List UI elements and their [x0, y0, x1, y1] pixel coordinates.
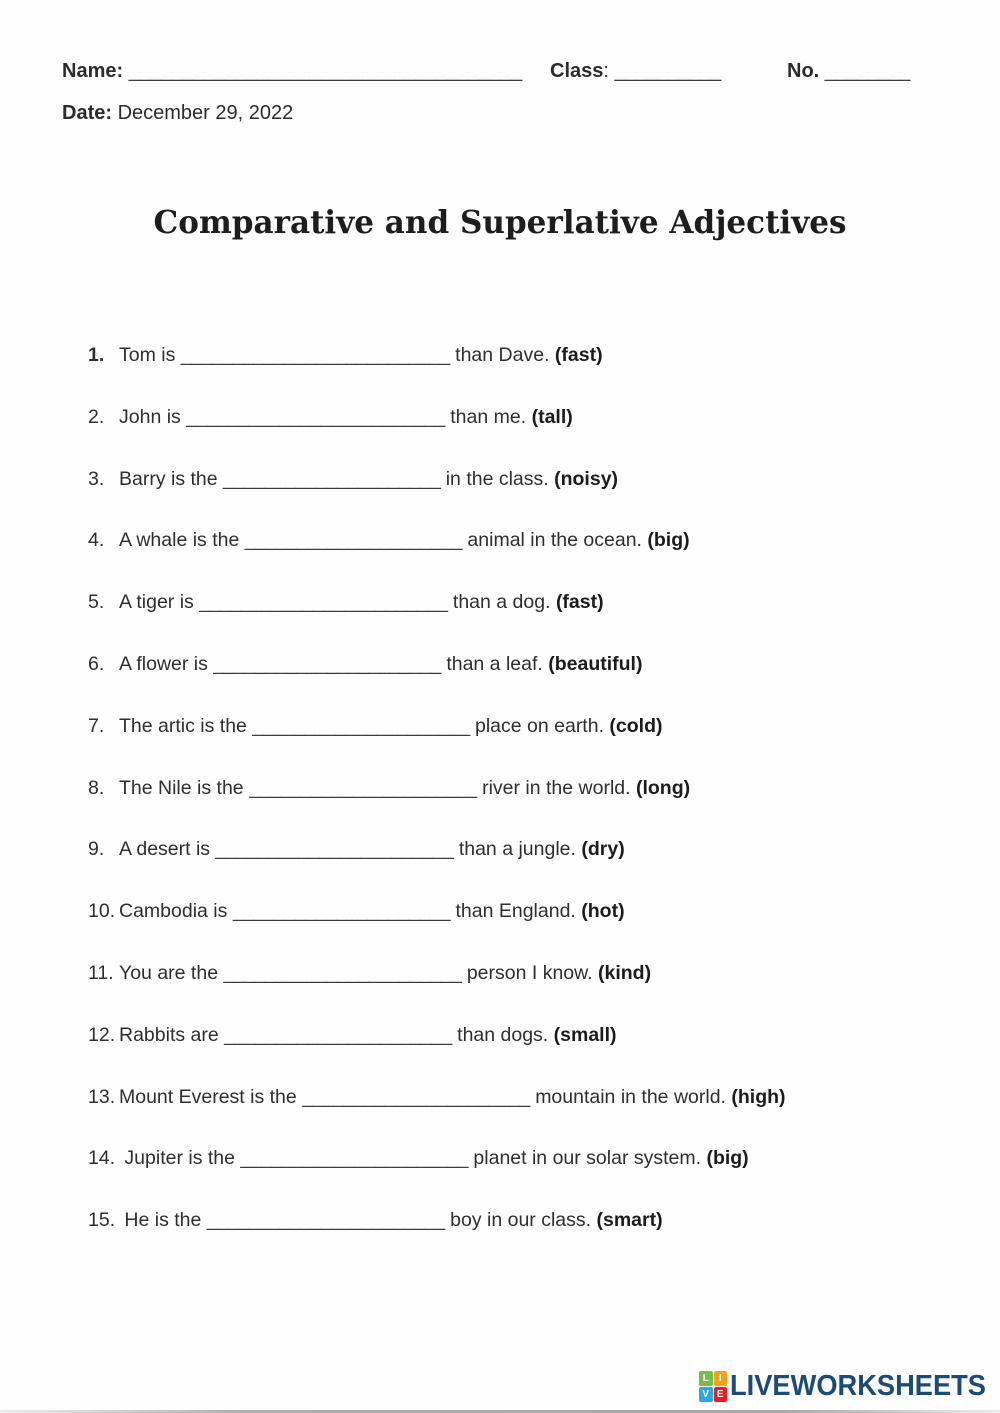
question-list [88, 344, 970, 1271]
question-pre-text: John is [119, 405, 181, 428]
answer-hint: (noisy) [554, 467, 619, 490]
answer-hint: (big) [647, 529, 690, 552]
question-row [88, 344, 970, 406]
question-pre-text: He is the [119, 1209, 202, 1232]
question-post-text: place on earth. [474, 714, 604, 737]
question-pre-text: Rabbits are [119, 1023, 219, 1046]
answer-blank[interactable]: ______________________ [302, 1085, 530, 1108]
question-pre-text: The artic is the [119, 714, 247, 737]
question-text [119, 1147, 749, 1169]
question-pre-text: Barry is the [119, 467, 218, 490]
answer-hint: (big) [706, 1147, 749, 1170]
question-pre-text: A whale is the [119, 529, 240, 552]
answer-hint: (dry) [581, 838, 625, 861]
question-pre-text: A tiger is [119, 591, 194, 614]
question-number: 6. [88, 652, 105, 675]
question-text [119, 406, 573, 428]
answer-blank[interactable]: _________________________ [186, 405, 445, 428]
answer-hint: (small) [553, 1023, 617, 1046]
liveworksheets-icon [699, 1371, 727, 1402]
number-field [787, 60, 910, 83]
question-row [88, 591, 970, 653]
question-post-text: than Dave. [455, 344, 550, 366]
question-post-text: mountain in the world. [535, 1085, 726, 1108]
question-row [88, 777, 970, 839]
question-row [88, 962, 970, 1024]
liveworksheets-logo [699, 1370, 1000, 1403]
question-text [119, 1086, 786, 1108]
answer-blank[interactable]: __________________________ [180, 344, 450, 366]
question-post-text: than dogs. [457, 1023, 549, 1046]
question-number: 15. [88, 1209, 116, 1232]
question-number: 8. [88, 776, 105, 799]
answer-blank[interactable]: _____________________ [232, 900, 451, 923]
logo-letter-l: L [699, 1371, 713, 1386]
logo-letter-i: I [714, 1371, 728, 1386]
question-pre-text: Mount Everest is the [119, 1085, 297, 1108]
question-row [88, 1086, 970, 1148]
answer-blank[interactable]: ______________________ [249, 776, 477, 799]
question-pre-text: The Nile is the [119, 776, 244, 799]
question-row [88, 653, 970, 715]
answer-blank[interactable]: ______________________ [240, 1147, 468, 1170]
answer-hint: (high) [731, 1085, 786, 1108]
question-post-text: boy in our class. [450, 1209, 592, 1232]
answer-blank[interactable]: _____________________ [223, 467, 441, 490]
answer-hint: (fast) [554, 344, 603, 366]
question-text [119, 468, 618, 490]
question-pre-text: A flower is [119, 652, 208, 675]
question-number: 9. [88, 838, 105, 861]
question-post-text: than a leaf. [446, 652, 543, 675]
logo-letter-e: E [714, 1387, 728, 1402]
class-line: __________ [614, 60, 721, 82]
question-post-text: than England. [455, 900, 576, 923]
question-text [119, 1024, 617, 1046]
answer-hint: (hot) [581, 900, 625, 923]
question-text [119, 900, 625, 922]
answer-blank[interactable]: _______________________ [206, 1209, 445, 1232]
question-row [88, 529, 970, 591]
date-label: Date: [62, 102, 113, 124]
class-colon: : [603, 60, 609, 82]
question-text [119, 591, 604, 613]
question-text [119, 962, 651, 984]
answer-blank[interactable]: _____________________ [252, 714, 470, 737]
question-post-text: than a jungle. [458, 838, 576, 861]
question-pre-text: Jupiter is the [119, 1147, 235, 1170]
answer-blank[interactable]: ________________________ [199, 591, 448, 614]
question-number: 3. [88, 467, 105, 490]
answer-hint: (long) [635, 776, 691, 799]
question-text [119, 529, 690, 551]
question-row [88, 1147, 970, 1209]
question-number: 12. [88, 1023, 116, 1046]
question-text [119, 715, 663, 737]
answer-hint: (tall) [531, 405, 573, 428]
name-field [62, 60, 522, 83]
date-field [62, 102, 293, 125]
question-pre-text: You are the [119, 961, 219, 984]
date-value: December 29, 2022 [117, 102, 294, 124]
question-text [119, 777, 690, 799]
question-text [119, 838, 625, 860]
question-post-text: planet in our solar system. [473, 1147, 702, 1170]
question-post-text: in the class. [445, 467, 549, 490]
answer-blank[interactable]: ______________________ [213, 652, 441, 675]
liveworksheets-wordmark: LIVEWORKSHEETS [730, 1370, 986, 1402]
question-number: 13. [88, 1085, 116, 1108]
answer-hint: (cold) [609, 714, 663, 737]
number-label: No. [787, 60, 820, 82]
question-number: 2. [88, 405, 105, 428]
question-post-text: than me. [450, 405, 527, 428]
question-number: 7. [88, 714, 105, 737]
question-text [119, 344, 603, 366]
question-number: 14. [88, 1147, 116, 1170]
question-row [88, 468, 970, 530]
question-number: 4. [88, 529, 105, 552]
question-row [88, 1024, 970, 1086]
question-number: 5. [88, 591, 105, 614]
question-row [88, 900, 970, 962]
question-post-text: person I know. [466, 961, 593, 984]
number-line: ________ [824, 60, 910, 82]
question-text [119, 1209, 663, 1231]
answer-blank[interactable]: _____________________ [244, 529, 462, 552]
question-pre-text: Cambodia is [119, 900, 228, 923]
question-number: 11. [88, 961, 114, 984]
answer-blank[interactable]: _______________________ [223, 961, 462, 984]
question-number: 10. [88, 900, 116, 923]
answer-hint: (smart) [596, 1209, 663, 1232]
question-row [88, 1209, 970, 1271]
class-label: Class [550, 60, 604, 82]
question-row [88, 406, 970, 468]
name-line: _____________________________________ [128, 60, 522, 82]
question-post-text: than a dog. [452, 591, 551, 614]
question-text [119, 653, 642, 675]
question-number: 1. [88, 344, 105, 366]
question-row [88, 838, 970, 900]
question-pre-text: A desert is [119, 838, 211, 861]
logo-letter-v: V [699, 1387, 713, 1402]
question-pre-text: Tom is [119, 344, 176, 366]
class-field [550, 60, 721, 83]
answer-blank[interactable]: ______________________ [224, 1023, 452, 1046]
answer-blank[interactable]: _______________________ [215, 838, 454, 861]
answer-hint: (fast) [555, 591, 604, 614]
name-label: Name: [62, 60, 124, 82]
worksheet-title: Comparative and Superlative Adjectives [153, 203, 847, 241]
question-post-text: river in the world. [482, 776, 631, 799]
question-post-text: animal in the ocean. [467, 529, 642, 552]
question-row [88, 715, 970, 777]
answer-hint: (beautiful) [548, 652, 643, 675]
answer-hint: (kind) [598, 961, 652, 984]
